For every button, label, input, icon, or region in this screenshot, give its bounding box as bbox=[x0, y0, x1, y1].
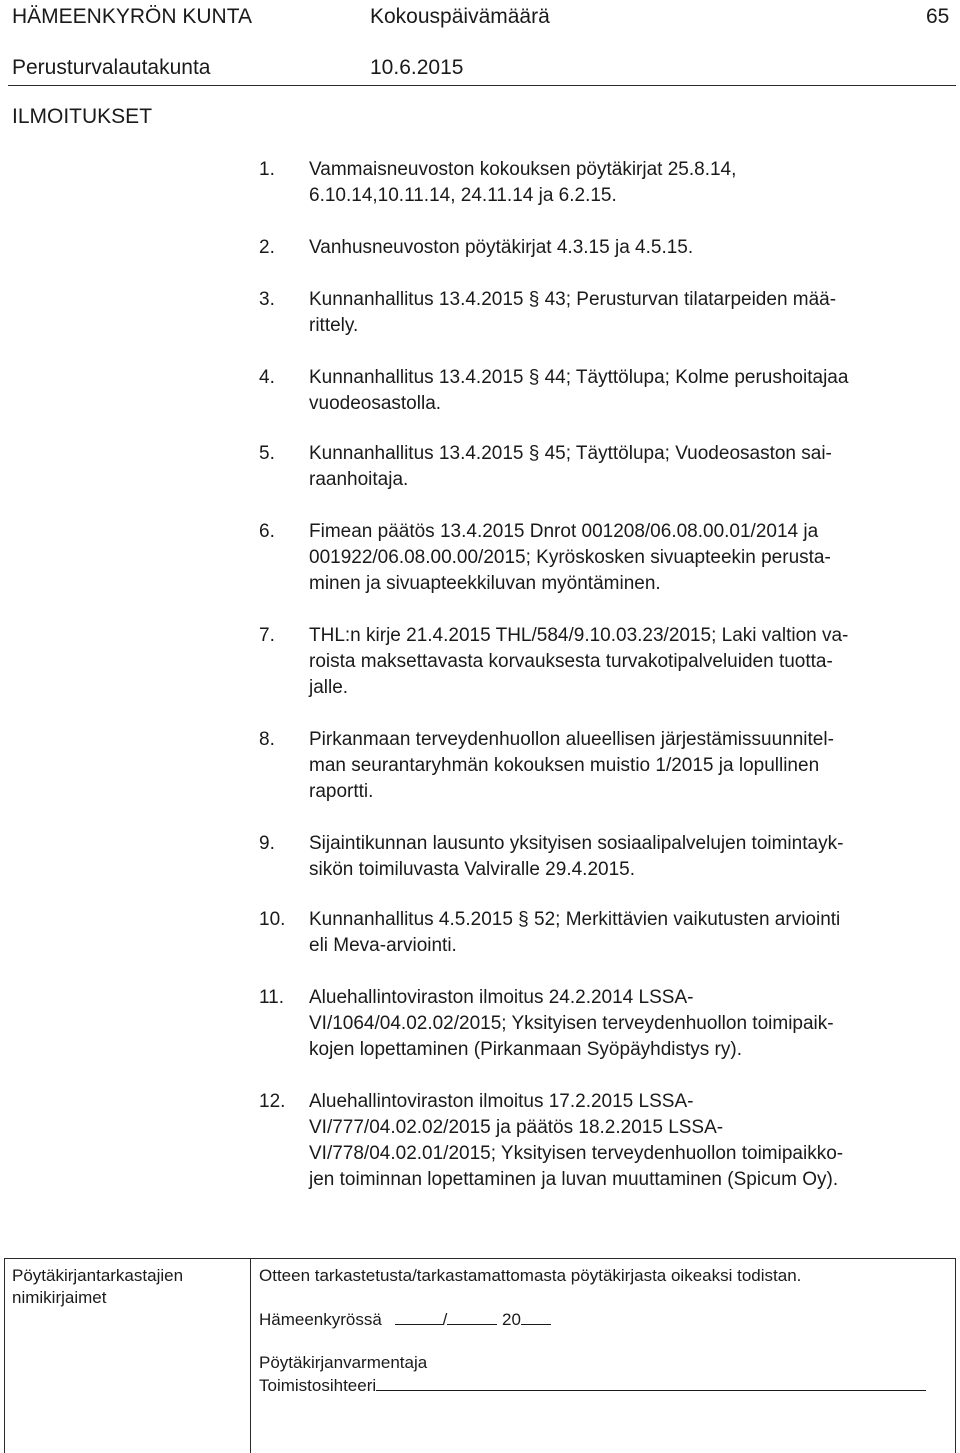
item-text-line: Sijaintikunnan lausunto yksityisen sosiaalipalvelujen toimintayk- bbox=[309, 833, 844, 854]
official-signature-blank bbox=[376, 1374, 926, 1391]
year-blank bbox=[521, 1308, 551, 1325]
item-number: 3. bbox=[259, 289, 275, 310]
item-number: 12. bbox=[259, 1091, 286, 1112]
item-text-line: raportti. bbox=[309, 781, 374, 802]
item-number: 10. bbox=[259, 909, 286, 930]
item-number: 4. bbox=[259, 367, 275, 388]
section-title: ILMOITUKSET bbox=[12, 105, 153, 128]
item-text-line: VI/778/04.02.01/2015; Yksityisen terveydenhuollon toimipaikko- bbox=[309, 1143, 844, 1164]
item-text bbox=[309, 623, 954, 701]
box-border-left bbox=[4, 1258, 5, 1453]
item-text-line: rittely. bbox=[309, 315, 359, 336]
item-text bbox=[309, 235, 954, 261]
date-separator: / bbox=[442, 1310, 448, 1329]
item-text-line: roista maksettavasta korvauksesta turvakotipalveluiden tuotta- bbox=[309, 651, 833, 672]
item-text bbox=[309, 365, 954, 417]
item-text-line: Pirkanmaan terveydenhuollon alueellisen järjestämissuunnitel- bbox=[309, 729, 834, 750]
footer-divider bbox=[4, 1258, 956, 1259]
header-divider bbox=[8, 85, 956, 86]
item-number: 8. bbox=[259, 729, 275, 750]
official-line bbox=[259, 1374, 926, 1397]
day-blank bbox=[395, 1308, 443, 1325]
page-number: 65 bbox=[926, 5, 950, 28]
item-text-line: VI/777/04.02.02/2015 ja päätös 18.2.2015 LSSA- bbox=[309, 1117, 724, 1138]
item-text-line: THL:n kirje 21.4.2015 THL/584/9.10.03.23/2015; Laki valtion va- bbox=[309, 625, 849, 646]
board-name: Perusturvalautakunta bbox=[12, 56, 211, 79]
item-text bbox=[309, 907, 954, 959]
item-text-line: Vanhusneuvoston pöytäkirjat 4.3.15 ja 4.5.15. bbox=[309, 237, 694, 258]
item-text bbox=[309, 831, 954, 883]
official-title: Toimistosihteeri bbox=[259, 1376, 377, 1395]
item-text-line: Vammaisneuvoston kokouksen pöytäkirjat 25.8.14, bbox=[309, 159, 737, 180]
item-number: 9. bbox=[259, 833, 275, 854]
item-text-line: jen toiminnan lopettaminen ja luvan muuttaminen (Spicum Oy). bbox=[309, 1169, 839, 1190]
item-text bbox=[309, 985, 954, 1063]
month-blank bbox=[447, 1308, 497, 1325]
item-number: 11. bbox=[259, 987, 285, 1008]
box-border-right bbox=[955, 1258, 956, 1453]
item-number: 5. bbox=[259, 443, 275, 464]
item-text-line: VI/1064/04.02.02/2015; Yksityisen terveydenhuollon toimipaik- bbox=[309, 1013, 834, 1034]
item-text bbox=[309, 1089, 954, 1193]
item-text-line: 6.10.14,10.11.14, 24.11.14 ja 6.2.15. bbox=[309, 185, 617, 206]
doc-type-label: Kokouspäivämäärä bbox=[370, 5, 550, 28]
item-text-line: man seurantaryhmän kokouksen muistio 1/2015 ja lopullinen bbox=[309, 755, 820, 776]
item-text bbox=[309, 727, 954, 805]
item-text-line: jalle. bbox=[309, 677, 349, 698]
item-text bbox=[309, 157, 954, 209]
item-text bbox=[309, 441, 954, 493]
item-text-line: minen ja sivuapteekkiluvan myöntäminen. bbox=[309, 573, 661, 594]
certification-text: Otteen tarkastetusta/tarkastamattomasta pöytäkirjasta oikeaksi todistan. bbox=[259, 1266, 802, 1285]
signers-label-line1: Pöytäkirjantarkastajien bbox=[12, 1266, 184, 1285]
verifier-label: Pöytäkirjanvarmentaja bbox=[259, 1353, 428, 1372]
municipality-name: HÄMEENKYRÖN KUNTA bbox=[12, 5, 252, 28]
item-text-line: Kunnanhallitus 13.4.2015 § 44; Täyttölupa; Kolme perushoitajaa bbox=[309, 367, 849, 388]
item-text-line: sikön toimiluvasta Valviralle 29.4.2015. bbox=[309, 859, 635, 880]
item-text bbox=[309, 519, 954, 597]
year-prefix: 20 bbox=[502, 1310, 521, 1329]
place-name: Hämeenkyrössä bbox=[259, 1310, 382, 1329]
item-text-line: vuodeosastolla. bbox=[309, 393, 442, 414]
item-text bbox=[309, 287, 954, 339]
signers-label-line2: nimikirjaimet bbox=[12, 1288, 107, 1307]
meeting-date: 10.6.2015 bbox=[370, 56, 464, 79]
item-number: 6. bbox=[259, 521, 275, 542]
item-text-line: Kunnanhallitus 4.5.2015 § 52; Merkittävien vaikutusten arviointi bbox=[309, 909, 841, 930]
item-number: 1. bbox=[259, 159, 275, 180]
place-date-line bbox=[259, 1308, 551, 1331]
item-text-line: Aluehallintoviraston ilmoitus 17.2.2015 LSSA- bbox=[309, 1091, 694, 1112]
item-text-line: Kunnanhallitus 13.4.2015 § 45; Täyttölupa; Vuodeosaston sai- bbox=[309, 443, 832, 464]
item-text-line: kojen lopettaminen (Pirkanmaan Syöpäyhdistys ry). bbox=[309, 1039, 742, 1060]
item-text-line: Kunnanhallitus 13.4.2015 § 43; Perusturvan tilatarpeiden mää- bbox=[309, 289, 837, 310]
item-number: 7. bbox=[259, 625, 275, 646]
item-text-line: eli Meva-arviointi. bbox=[309, 935, 457, 956]
item-text-line: Aluehallintoviraston ilmoitus 24.2.2014 LSSA- bbox=[309, 987, 694, 1008]
item-text-line: 001922/06.08.00.00/2015; Kyröskosken sivuapteekin perusta- bbox=[309, 547, 831, 568]
box-border-middle bbox=[250, 1258, 251, 1453]
item-text-line: raanhoitaja. bbox=[309, 469, 409, 490]
item-number: 2. bbox=[259, 237, 275, 258]
item-text-line: Fimean päätös 13.4.2015 Dnrot 001208/06.08.00.01/2014 ja bbox=[309, 521, 819, 542]
